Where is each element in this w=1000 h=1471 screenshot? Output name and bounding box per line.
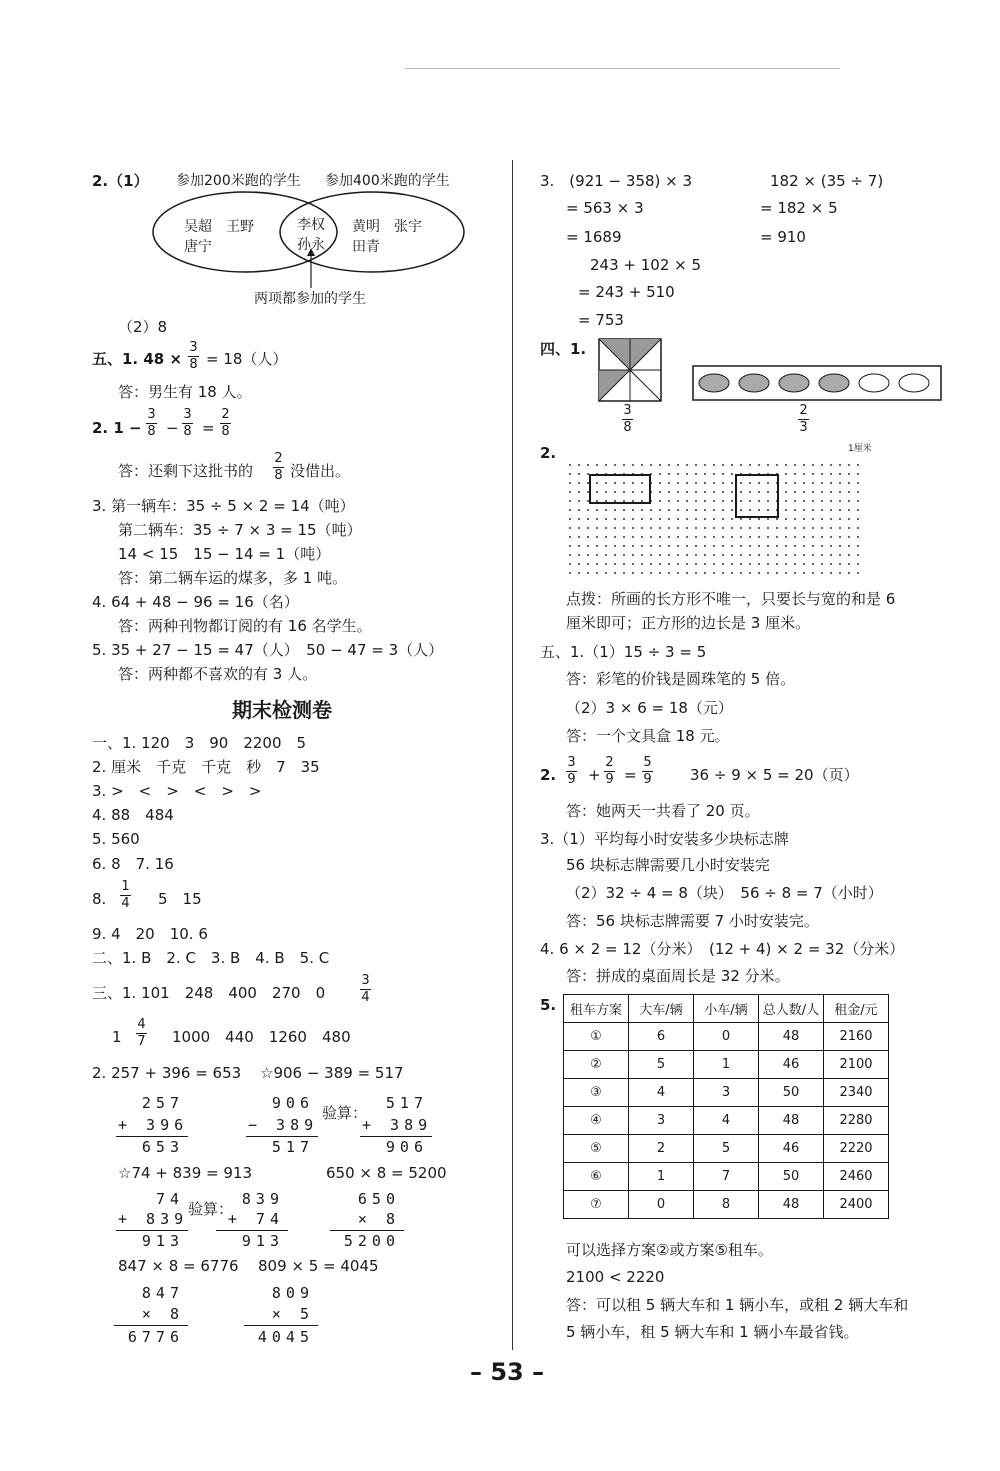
r5-2-plus: + [588,766,601,784]
r3-line4: 243 + 102 × 5 [590,256,702,274]
r5-5-choice: 可以选择方案②或方案⑤租车。 [566,1241,773,1259]
s3-1-b-values: 1000 440 1260 480 [172,1028,351,1046]
s1-8-label: 8. [92,890,107,908]
table-cell: 48 [759,1023,824,1051]
table-row [564,1163,889,1191]
q5-3-line3: 14 < 15 15 − 14 = 1（吨） [118,545,331,563]
r5-5-compare: 2100 < 2220 [566,1268,665,1286]
vb3-top: 650 [357,1190,400,1208]
r3-line2-a: = 563 × 3 [566,199,644,217]
table-cell: 48 [759,1107,824,1135]
lanterns-figure [692,365,942,401]
table-cell: 4 [694,1107,759,1135]
fraction-2-9: 2 9 [605,755,614,787]
table-row [564,1107,889,1135]
vc2-top: 809 [271,1284,314,1302]
fraction-2-8-answer: 2 8 [274,451,283,483]
s1-6: 6. 8 7. 16 [92,855,174,873]
fraction-3-8: 3 8 [189,340,198,372]
fraction-5-9: 5 9 [643,755,652,787]
va1-result: 653 [141,1138,184,1156]
table-cell: ④ [564,1107,629,1135]
table-cell: 50 [759,1163,824,1191]
q5-3-answer: 答：第二辆车运的煤多，多 1 吨。 [118,569,348,587]
s1-3: 3. > < > < > > [92,782,262,800]
table-cell: 6 [629,1023,694,1051]
s3-4-b: 809 × 5 = 4045 [258,1257,379,1275]
r5-2-label: 2. [540,766,557,784]
table-row [564,1135,889,1163]
table-cell: 0 [694,1023,759,1051]
table-header-row [564,995,889,1023]
table-row [564,1051,889,1079]
vb2-top: 839 [241,1190,284,1208]
vb3-bottom: × 8 [357,1210,400,1228]
vb1-top: 74 [155,1190,184,1208]
table-cell: ⑥ [564,1163,629,1191]
s1-5: 5. 560 [92,830,140,848]
page-number: – 53 – [470,1358,545,1386]
table-cell: 2 [629,1135,694,1163]
table-cell: 7 [694,1163,759,1191]
va3-result: 906 [385,1138,428,1156]
lantern-shaded-4 [819,374,849,392]
r5-3-b: 56 块标志牌需要几小时安装完 [566,856,770,874]
table-cell: 2280 [824,1107,889,1135]
vb1-result: 913 [141,1232,184,1250]
q5-5-answer: 答：两种都不喜欢的有 3 人。 [118,665,318,683]
r5-2-answer: 答：她两天一共看了 20 页。 [566,802,760,820]
table-cell: 4 [629,1079,694,1107]
fraction-3-8-figure: 3 8 [623,403,632,435]
r5-3: 3.（1）平均每小时安装多少块标志牌 [540,830,789,848]
venn-right-names: 黄明 张宇 [352,219,422,235]
table-cell: 0 [629,1191,694,1219]
fraction-square-figure [598,338,662,402]
fraction-3-4: 3 4 [361,973,370,1005]
table-cell: ① [564,1023,629,1051]
s3-2-title-a: 2. 257 + 396 = 653 [92,1064,242,1082]
q5-2-answer-a: 答：还剩下这批书的 [118,462,254,480]
tip-line2: 厘米即可；正方形的边长是 3 厘米。 [566,614,811,632]
vb3-rule [330,1230,404,1231]
table-cell: ⑤ [564,1135,629,1163]
table-header: 大车/辆 [629,995,694,1023]
r5-3-answer: 答：56 块标志牌需要 7 小时安装完。 [566,912,819,930]
vb3-result: 5200 [343,1232,400,1250]
fraction-3-8-b: 3 8 [183,407,192,439]
table-cell: 5 [629,1051,694,1079]
r3-line2-b: = 182 × 5 [760,199,838,217]
vc1-result: 6776 [127,1328,184,1346]
r4-2-label: 2. [540,444,557,462]
r5-2-equals: = [624,766,637,784]
vc2-result: 4045 [257,1328,314,1346]
s3-2-title-b: ☆906 − 389 = 517 [260,1064,404,1082]
q5-3-line2: 第二辆车：35 ÷ 7 × 3 = 15（吨） [118,521,362,539]
s1-1: 一、1. 120 3 90 2200 5 [92,734,307,752]
r5-5-label: 5. [540,996,557,1014]
s2: 二、1. B 2. C 3. B 4. B 5. C [92,949,330,967]
dot-grid-figure [560,455,870,585]
s3-3-a: ☆74 + 839 = 913 [118,1164,253,1182]
q5-3-line1: 3. 第一辆车：35 ÷ 5 × 2 = 14（吨） [92,497,355,515]
q2-1-label: 2.（1） [92,172,149,190]
table-cell: 8 [694,1191,759,1219]
r3-line3-a: = 1689 [566,228,622,246]
check-label-1: 验算： [322,1104,368,1122]
r5-5-answer-2: 5 辆小车，租 5 辆大车和 1 辆小车最省钱。 [566,1323,859,1341]
table-row [564,1191,889,1219]
q5-4-answer: 答：两种刊物都订阅的有 16 名学生。 [118,617,372,635]
venn-set-b-title: 参加400米跑的学生 [325,173,450,189]
table-cell: 2100 [824,1051,889,1079]
fraction-1-4: 1 4 [121,879,130,911]
r5-2-calc: 36 ÷ 9 × 5 = 20（页） [690,766,859,784]
vc1-bottom: × 8 [141,1305,184,1323]
table-cell: 50 [759,1079,824,1107]
table-row [564,1079,889,1107]
r3-line3-b: = 910 [760,228,806,246]
q5-1-result: = 18（人） [206,350,288,368]
table-header: 租车方案 [564,995,629,1023]
q5-2-answer-b: 没借出。 [290,462,351,480]
r5-4: 4. 6 × 2 = 12（分米） (12 + 4) × 2 = 32（分米） [540,940,905,958]
table-cell: ⑦ [564,1191,629,1219]
venn-caption: 两项都参加的学生 [254,291,366,307]
fraction-4-7: 4 7 [137,1017,146,1049]
va2-top: 906 [271,1094,314,1112]
table-header: 小车/辆 [694,995,759,1023]
vb2-rule [216,1230,288,1231]
vb1-rule [116,1230,188,1231]
table-cell: 1 [629,1163,694,1191]
q2-2: （2）8 [118,318,168,336]
table-cell: 46 [759,1135,824,1163]
table-cell: 2160 [824,1023,889,1051]
lantern-shaded-1 [699,374,729,392]
lantern-5 [859,374,889,392]
va1-bottom: + 396 [118,1116,189,1134]
s1-9: 9. 4 20 10. 6 [92,925,208,943]
section-heading: 期末检测卷 [232,698,332,722]
q5-2-minus: − [166,419,179,437]
table-cell: ③ [564,1079,629,1107]
table-cell: ② [564,1051,629,1079]
table-cell: 46 [759,1051,824,1079]
venn-right-names-2: 田青 [352,239,380,255]
va2-result: 517 [271,1138,314,1156]
table-cell: 2460 [824,1163,889,1191]
va1-top: 257 [141,1094,184,1112]
column-divider [512,160,513,1350]
fraction-3-9: 3 9 [567,755,576,787]
r5-1-2-answer: 答：一个文具盒 18 元。 [566,727,730,745]
s3-1-a: 三、1. 101 248 400 270 0 [92,984,326,1002]
s3-1-b-whole: 1 [112,1028,122,1046]
lantern-6 [899,374,929,392]
r5-1-2: （2）3 × 6 = 18（元） [566,699,733,717]
grid-unit-label: 1厘米 [848,444,872,454]
table-cell: 2220 [824,1135,889,1163]
venn-middle-names: 李权 [297,217,325,233]
r5-4-answer: 答：拼成的桌面周长是 32 分米。 [566,967,790,985]
s3-3-b: 650 × 8 = 5200 [326,1164,447,1182]
r5-3-c: （2）32 ÷ 4 = 8（块） 56 ÷ 8 = 7（小时） [566,884,883,902]
va2-bottom: − 389 [248,1116,319,1134]
vc2-bottom: × 5 [271,1305,314,1323]
va3-rule [360,1136,432,1137]
q5-2-equals: = [202,419,215,437]
r3-line5: = 243 + 510 [578,283,675,301]
s1-4: 4. 88 484 [92,806,174,824]
q5-1: 五、1. 48 × [92,350,183,368]
table-cell: 5 [694,1135,759,1163]
s3-4-a: 847 × 8 = 6776 [118,1257,239,1275]
va2-rule [246,1136,318,1137]
vc1-rule [114,1325,188,1326]
q5-2: 2. 1 − [92,419,142,437]
q5-5: 5. 35 + 27 − 15 = 47（人） 50 − 47 = 3（人） [92,641,444,659]
tip-line1: 点拨：所画的长方形不唯一，只要长与宽的和是 6 [566,590,896,608]
table-cell: 48 [759,1191,824,1219]
vc1-top: 847 [141,1284,184,1302]
table-cell: 3 [694,1079,759,1107]
va1-rule [116,1136,188,1137]
lantern-shaded-3 [779,374,809,392]
vc2-rule [244,1325,318,1326]
vb1-bottom: + 839 [118,1210,189,1228]
table-cell: 2340 [824,1079,889,1107]
venn-middle-names-2: 孙永 [297,237,325,253]
r3-line1-a: 3. (921 − 358) × 3 [540,172,693,190]
s1-8-values: 5 15 [158,890,202,908]
fraction-2-8: 2 8 [221,407,230,439]
s1-2: 2. 厘米 千克 千克 秒 7 35 [92,758,320,776]
rental-plan-table [563,994,889,1219]
lantern-shaded-2 [739,374,769,392]
q5-4: 4. 64 + 48 − 96 = 16（名） [92,593,299,611]
table-cell: 1 [694,1051,759,1079]
fraction-2-3-figure: 2 3 [799,403,808,435]
table-cell: 2400 [824,1191,889,1219]
r5-1: 五、1.（1）15 ÷ 3 = 5 [540,643,707,661]
vb2-result: 913 [241,1232,284,1250]
va3-top: 517 [385,1094,428,1112]
r3-line6: = 753 [578,311,624,329]
fraction-3-8-a: 3 8 [147,407,156,439]
table-row [564,1023,889,1051]
venn-set-a-title: 参加200米跑的学生 [176,173,301,189]
r4-label: 四、1. [540,340,587,358]
check-label-2: 验算： [188,1200,234,1218]
table-header: 租金/元 [824,995,889,1023]
r5-1-answer: 答：彩笔的价钱是圆珠笔的 5 倍。 [566,670,796,688]
va3-bottom: + 389 [362,1116,433,1134]
vb2-bottom: + 74 [227,1210,284,1228]
table-header: 总人数/人 [759,995,824,1023]
top-rule [405,68,840,69]
venn-left-names-2: 唐宁 [184,239,212,255]
table-cell: 3 [629,1107,694,1135]
venn-left-names: 吴超 王野 [184,219,254,235]
r3-line1-b: 182 × (35 ÷ 7) [770,172,884,190]
r5-5-answer: 答：可以租 5 辆大车和 1 辆小车，或租 2 辆大车和 [566,1296,909,1314]
q5-1-answer: 答：男生有 18 人。 [118,383,252,401]
